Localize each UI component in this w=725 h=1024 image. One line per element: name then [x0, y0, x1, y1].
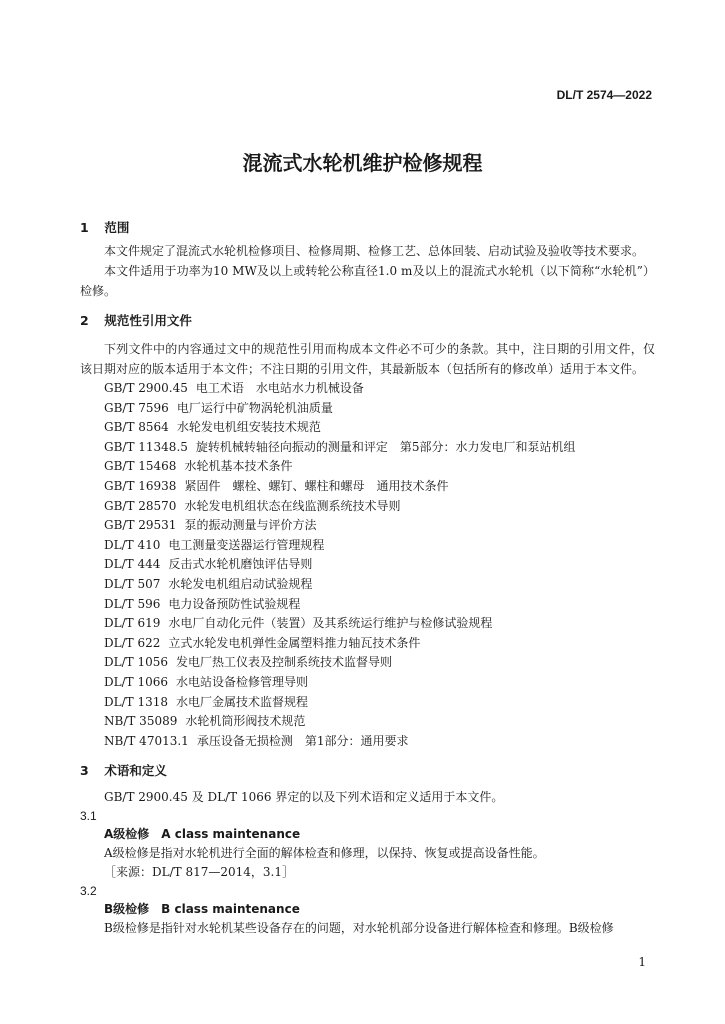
term-number: 3.1 — [80, 809, 97, 824]
term-definition: A级检修是指对水轮机进行全面的解体检查和修理，以保持、恢复或提高设备性能。 — [104, 846, 545, 861]
reference-item — [80, 673, 655, 693]
reference-code: GB/T 28570 — [104, 498, 177, 513]
reference-item — [80, 418, 655, 438]
reference-item — [80, 575, 655, 595]
reference-title: 旋转机械转轴径向振动的测量和评定 第5部分：水力发电厂和泵站机组 — [195, 439, 576, 454]
section-number: 2 — [80, 313, 89, 328]
term-entry — [80, 882, 655, 938]
reference-item — [80, 693, 655, 713]
section-title: 范围 — [104, 220, 130, 235]
reference-code: GB/T 2900.45 — [104, 381, 188, 395]
reference-title: 泵的振动测量与评价方法 — [184, 518, 317, 533]
reference-item — [80, 712, 655, 732]
reference-code: GB/T 8564 — [104, 420, 169, 435]
reference-item — [80, 516, 655, 536]
reference-code: DL/T 619 — [104, 616, 161, 631]
reference-code: GB/T 29531 — [104, 518, 177, 533]
section-heading-terms — [80, 761, 655, 781]
reference-code: DL/T 1066 — [104, 674, 168, 689]
reference-item — [80, 595, 655, 615]
reference-title: 水轮发电机组状态在线监测系统技术导则 — [184, 498, 401, 513]
reference-title: 反击式水轮机磨蚀评估导则 — [168, 557, 313, 572]
reference-title: 水电厂金属技术监督规程 — [176, 694, 309, 709]
reference-code: DL/T 596 — [104, 596, 161, 611]
scope-paragraph: 本文件适用于功率为10 MW及以上或转轮公称直径1.0 m及以上的混流式水轮机（以下简称“水轮机”）检修。 — [80, 264, 655, 298]
reference-title: 水轮机基本技术条件 — [184, 459, 293, 474]
reference-title: 水轮机筒形阀技术规范 — [185, 714, 306, 729]
reference-code: DL/T 1056 — [104, 655, 168, 670]
term-entry — [80, 807, 655, 882]
reference-item — [80, 732, 655, 752]
reference-title: 水电厂自动化元件（装置）及其系统运行维护与检修试验规程 — [168, 616, 493, 631]
section-title: 术语和定义 — [104, 763, 167, 779]
reference-code: GB/T 11348.5 — [104, 439, 188, 454]
document-title: 混流式水轮机维护检修规程 — [242, 151, 483, 175]
scope-paragraph: 本文件规定了混流式水轮机检修项目、检修周期、检修工艺、总体回装、启动试验及验收等技术要求。 — [104, 244, 645, 258]
term-title: B级检修 B class maintenance — [104, 902, 300, 917]
section-heading-scope — [80, 218, 655, 238]
reference-code: DL/T 507 — [104, 576, 161, 591]
reference-code: DL/T 622 — [104, 635, 161, 650]
reference-title: 承压设备无损检测 第1部分：通用要求 — [196, 733, 409, 748]
references-intro: 下列文件中的内容通过文中的规范性引用而构成本文件必不可少的条款。其中，注日期的引用文件，仅该日期对应的版本适用于本文件；不注日期的引用文件，其最新版本（包括所有的修改单）适用于本文件。 — [80, 342, 655, 376]
document-body — [80, 218, 655, 938]
reference-title: 水轮发电机组安装技术规范 — [176, 420, 321, 435]
reference-title: 电工测量变送器运行管理规程 — [168, 537, 325, 552]
reference-item — [80, 438, 655, 458]
reference-code: NB/T 47013.1 — [104, 733, 189, 748]
reference-item — [80, 379, 655, 399]
section-heading-normative-references — [80, 311, 655, 331]
term-title: A级检修 A class maintenance — [104, 827, 301, 842]
section-title: 规范性引用文件 — [104, 313, 192, 328]
term-number: 3.2 — [80, 884, 97, 899]
reference-item — [80, 653, 655, 673]
reference-item — [80, 477, 655, 497]
reference-item — [80, 457, 655, 477]
reference-title: 水电站设备检修管理导则 — [176, 674, 309, 689]
reference-title: 电厂运行中矿物涡轮机油质量 — [176, 400, 333, 415]
reference-item — [80, 497, 655, 517]
reference-code: NB/T 35089 — [104, 714, 178, 729]
reference-item — [80, 614, 655, 634]
reference-title: 紧固件 螺栓、螺钉、螺柱和螺母 通用技术条件 — [184, 478, 449, 493]
reference-code: DL/T 1318 — [104, 694, 168, 709]
reference-list — [80, 379, 655, 751]
section-number: 3 — [80, 763, 89, 779]
reference-item — [80, 555, 655, 575]
reference-item — [80, 399, 655, 419]
reference-code: DL/T 444 — [104, 557, 161, 572]
terms-intro: GB/T 2900.45 及 DL/T 1066 界定的以及下列术语和定义适用于本文件。 — [104, 790, 504, 805]
standard-code: DL/T 2574—2022 — [556, 88, 652, 102]
term-source: ［来源：DL/T 817—2014，3.1］ — [104, 865, 294, 880]
page-number: 1 — [638, 955, 646, 969]
reference-code: GB/T 16938 — [104, 478, 177, 493]
reference-item — [80, 536, 655, 556]
reference-code: GB/T 15468 — [104, 459, 177, 474]
reference-title: 电工术语 水电站水力机械设备 — [195, 381, 364, 395]
reference-code: DL/T 410 — [104, 537, 161, 552]
reference-title: 电力设备预防性试验规程 — [168, 596, 301, 611]
section-number: 1 — [80, 220, 89, 235]
term-definition: B级检修是指针对水轮机某些设备存在的问题，对水轮机部分设备进行解体检查和修理。B级检修 — [104, 921, 614, 936]
reference-title: 水轮发电机组启动试验规程 — [168, 576, 313, 591]
reference-item — [80, 634, 655, 654]
reference-code: GB/T 7596 — [104, 400, 169, 415]
reference-title: 发电厂热工仪表及控制系统技术监督导则 — [176, 655, 393, 670]
reference-title: 立式水轮发电机弹性金属塑料推力轴瓦技术条件 — [168, 635, 421, 650]
